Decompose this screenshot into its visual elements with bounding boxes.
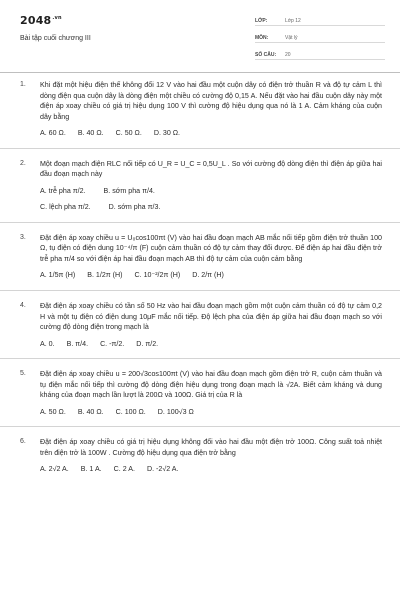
answer-options <box>40 186 382 197</box>
answer-options <box>40 128 382 139</box>
option-a[interactable]: A. 60 Ω. <box>40 129 66 137</box>
option-c[interactable]: C. 50 Ω. <box>115 129 142 137</box>
option-d[interactable]: D. 30 Ω. <box>153 129 181 137</box>
option-a[interactable]: A. 2√2 A. <box>40 465 69 474</box>
option-c[interactable]: C. -π/2. <box>100 339 125 348</box>
subject-label: MÔN: <box>255 34 269 41</box>
question-item <box>0 233 400 281</box>
option-b[interactable]: B. sớm pha π/4. <box>103 186 155 195</box>
answer-options <box>40 464 382 475</box>
subject-value: Vật lý <box>285 34 298 41</box>
question-number: 4. <box>20 302 26 310</box>
answer-options <box>40 339 382 350</box>
answer-options <box>40 407 382 418</box>
question-text: Một đoạn mạch điện RLC nối tiếp có U_R = U_C = 0,5U_L . So với cường độ dòng điện thì điện áp giữa hai đầu đoạn mạch này <box>40 159 382 179</box>
logo-text: 2048 <box>20 14 52 27</box>
question-divider <box>0 148 400 149</box>
answer-options <box>40 270 382 281</box>
option-a[interactable]: A. 50 Ω. <box>40 407 66 416</box>
logo-tld: .vn <box>52 15 62 22</box>
question-number: 5. <box>20 370 26 378</box>
meta-count-row <box>255 46 385 60</box>
question-number: 6. <box>20 438 26 446</box>
option-c[interactable]: C. 10⁻²/2π (H) <box>134 271 181 280</box>
question-text: Đặt điện áp xoay chiều có giá trị hiệu dụng không đổi vào hai đầu một điện trở 100Ω. Công suất toả nhiệt trên điện trở là 100W . Cường độ hiệu dụng qua điện trở bằng <box>40 438 382 457</box>
option-a[interactable]: A. 0. <box>40 339 55 348</box>
option-b[interactable]: B. 40 Ω. <box>77 407 104 416</box>
option-b[interactable]: B. 40 Ω. <box>77 129 104 137</box>
question-text: Đặt điện áp xoay chiều u = 200√3cos100πt (V) vào hai đầu đoạn mạch gồm điện trở R, cuộn cảm thuần và tụ điện mắc nối tiếp thì cường độ dòng điện hiệu dụng trong đoạn mạch là √2A. Biết cảm kháng và dung kháng của đoạn mạch lần lượt là 200Ω và 100Ω. Giá trị của R là <box>40 370 382 400</box>
page-header <box>0 0 400 70</box>
question-divider <box>0 222 400 223</box>
meta-class-row <box>255 12 385 26</box>
question-divider <box>0 358 400 359</box>
question-item <box>0 159 400 213</box>
meta-subject-row <box>255 29 385 43</box>
question-divider <box>0 426 400 427</box>
class-value: Lớp 12 <box>285 17 301 24</box>
option-d[interactable]: D. π/2. <box>136 339 159 348</box>
question-text: Đặt điện áp xoay chiều có tần số 50 Hz vào hai đầu đoạn mạch gồm một cuộn cảm thuần có độ tự cảm 0,2 H và một tụ điện có điện dung 10μF mắc nối tiếp. Độ lệch pha của điện áp giữa hai đầu đoạn mạch so với cường độ dòng điện trong mạch là <box>40 302 382 332</box>
meta-box <box>255 12 385 63</box>
question-item <box>0 301 400 349</box>
option-b[interactable]: B. 1 A. <box>80 465 102 474</box>
question-text: Khi đặt một hiệu điện thế không đổi 12 V vào hai đầu một cuộn dây có điện trở thuần R và độ tự cảm L thì dòng điện qua cuộn dây là dòng điện một chiều có cường độ 0,15 A. Nếu đặt vào hai đầu cuộn dây này một điện áp xoay chiều có giá trị hiệu dụng 100 V thì cường độ hiệu dụng qua nó là 1 A. Cảm kháng của cuộn dây bằng <box>40 81 382 121</box>
answer-options <box>40 202 382 213</box>
site-logo[interactable] <box>20 13 62 30</box>
count-value: 20 <box>285 51 291 58</box>
option-d[interactable]: D. -2√2 A. <box>146 465 179 474</box>
option-a[interactable]: A. 1/5π (H) <box>40 271 76 280</box>
header-divider <box>0 72 400 73</box>
option-c[interactable]: C. 100 Ω. <box>115 407 146 416</box>
option-d[interactable]: D. sớm pha π/3. <box>108 203 161 212</box>
option-c[interactable]: C. 2 A. <box>113 465 135 474</box>
option-b[interactable]: B. 1/2π (H) <box>87 271 123 280</box>
option-c[interactable]: C. lệch pha π/2. <box>40 203 91 212</box>
question-number: 2. <box>20 159 26 167</box>
question-item <box>0 80 400 139</box>
question-list <box>0 80 400 475</box>
option-d[interactable]: D. 2/π (H) <box>192 271 224 280</box>
option-d[interactable]: D. 100√3 Ω <box>157 407 194 416</box>
question-divider <box>0 290 400 291</box>
page-title: Bài tập cuối chương III <box>20 35 91 42</box>
count-label: SỐ CÂU: <box>255 51 277 58</box>
question-number: 3. <box>20 233 26 241</box>
question-item <box>0 437 400 475</box>
question-item <box>0 369 400 417</box>
question-number: 1. <box>20 81 26 88</box>
class-label: LỚP: <box>255 17 268 24</box>
option-b[interactable]: B. π/4. <box>66 339 89 348</box>
question-text: Đặt điện áp xoay chiều u = U₀cos100πt (V) vào hai đầu đoạn mạch AB mắc nối tiếp gồm điện trở thuần 100 Ω, tụ điện có điện dung 10⁻⁴/π (F) cuộn cảm thuần có độ tự cảm thay đổi được. Để điện áp hai đầu điện trở trễ pha π/4 so với điện áp hai đầu đoạn mạch AB thì độ tự cảm của cuộn cảm bằng <box>40 233 382 263</box>
option-a[interactable]: A. trễ pha π/2. <box>40 186 86 195</box>
